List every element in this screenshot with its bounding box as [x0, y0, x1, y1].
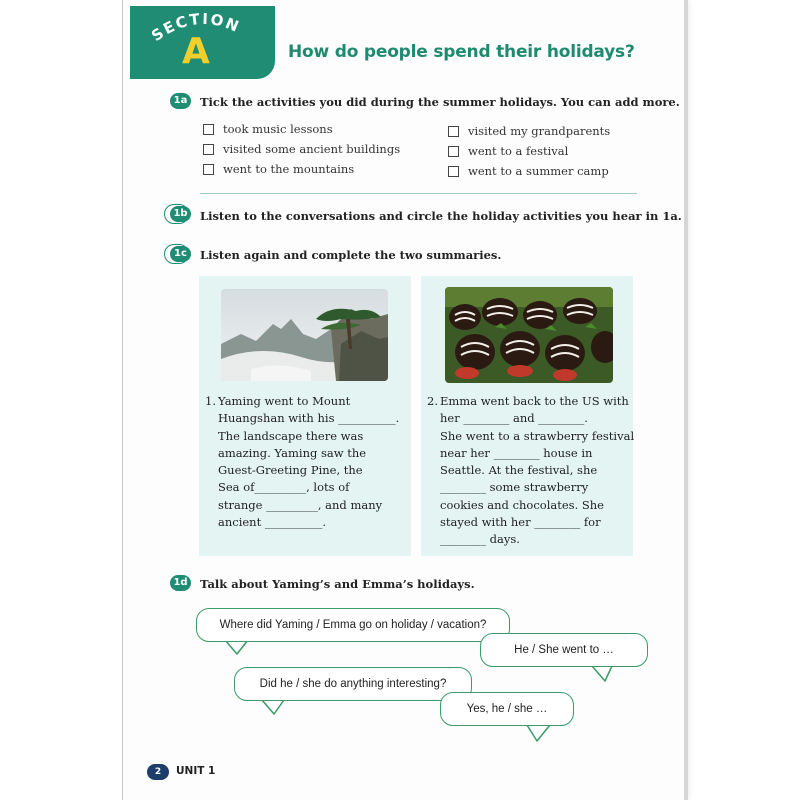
checkbox-label: visited my grandparents [468, 124, 611, 138]
checkbox[interactable] [203, 144, 214, 155]
badge-1c: 1c [170, 246, 191, 262]
section-divider [200, 193, 637, 194]
summary-2 [427, 393, 634, 549]
checkbox-item[interactable] [448, 164, 609, 178]
summary-2-text: Emma went back to the US with her ________ and ________. She went to a strawberry festival near her ________ house in Seattle. At the festival, she ________ some strawberry cookies and chocolates. She stayed with her ________ for ________ days. [440, 394, 635, 547]
checkbox-label: went to a summer camp [468, 164, 609, 178]
checkbox-label: took music lessons [223, 122, 333, 136]
checkbox[interactable] [448, 146, 459, 157]
speech-bubble: Yes, he / she … [440, 692, 574, 726]
checkbox-item[interactable] [203, 162, 354, 176]
section-word-text: SECTION [148, 10, 244, 44]
checkbox-label: went to the mountains [223, 162, 355, 176]
checkbox[interactable] [448, 166, 459, 177]
summary-1-text: Yaming went to Mount Huangshan with his __________. The landscape there was amazing. Yaming saw the Guest-Greeting Pine, the Sea of_________, lots of strange _________, and many ancient __________. [218, 394, 400, 530]
page-number: 2 [147, 764, 169, 780]
checkbox[interactable] [203, 164, 214, 175]
badge-1a: 1a [170, 93, 191, 109]
chocolate-strawberries-photo-icon [445, 287, 613, 383]
speech-bubble: He / She went to … [480, 633, 648, 667]
instruction-1a: Tick the activities you did during the summer holidays. You can add more. [200, 95, 680, 109]
mountain-pine-photo-icon [221, 289, 388, 381]
checkbox-item[interactable] [448, 144, 568, 158]
instruction-1c: Listen again and complete the two summaries. [200, 248, 502, 262]
checkbox-item[interactable] [203, 122, 333, 136]
checkbox-item[interactable] [448, 124, 610, 138]
page-edge [684, 0, 688, 800]
badge-1b: 1b [170, 206, 191, 222]
summary-1 [205, 393, 399, 531]
checkbox[interactable] [203, 124, 214, 135]
speech-bubble: Where did Yaming / Emma go on holiday / vacation? [196, 608, 510, 642]
checkbox-label: went to a festival [468, 144, 569, 158]
checkbox-label: visited some ancient buildings [223, 142, 401, 156]
checkbox-item[interactable] [203, 142, 400, 156]
page-title: How do people spend their holidays? [288, 42, 635, 62]
instruction-1b: Listen to the conversations and circle the holiday activities you hear in 1a. [200, 209, 682, 223]
badge-1d: 1d [170, 575, 191, 591]
summary-2-number: 2. [427, 394, 438, 408]
summary-1-number: 1. [205, 394, 216, 408]
checkbox[interactable] [448, 126, 459, 137]
speech-bubble: Did he / she do anything interesting? [234, 667, 472, 701]
instruction-1d: Talk about Yaming’s and Emma’s holidays. [200, 577, 475, 591]
section-letter: A [182, 31, 210, 72]
unit-label: UNIT 1 [176, 765, 216, 777]
